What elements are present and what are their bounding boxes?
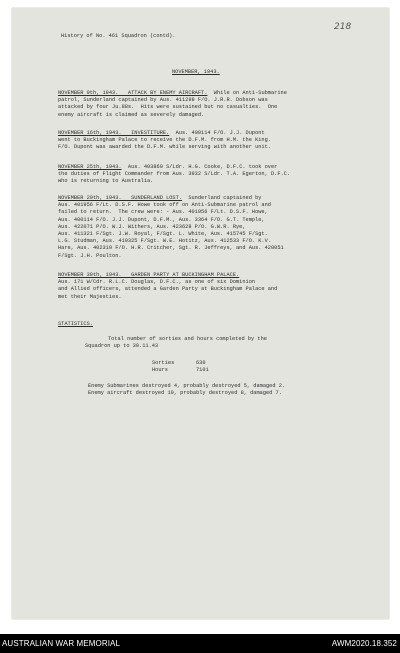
entry-nov-9 — [58, 90, 287, 119]
entry-nov-29 — [58, 195, 284, 260]
aircraft-line: Enemy aircraft destroyed 10, probably destroyed 8, damaged 7. — [88, 390, 282, 396]
entry-line: failed to return. The crew were: - Aus. 401956 F/Lt. D.S.F. Howe, — [58, 209, 268, 216]
sorties-value: 630 — [196, 360, 206, 366]
entry-line: Aus. 171 W/Cdr. R.L.C. Douglas, D.F.C., as one of six Dominion — [58, 279, 256, 286]
entry-line: and Allied officers, attended a Garden Party at Buckingham Palace and — [58, 286, 278, 293]
footer-accession-number: AWM2020.18.352 — [331, 639, 397, 648]
document-page — [12, 8, 389, 619]
entry-line: Sunderland captained by — [181, 195, 262, 201]
entry-nov-25 — [58, 164, 290, 186]
entry-line: who is returning to Australia. — [58, 178, 154, 185]
entry-line: met their Majesties. — [58, 293, 122, 300]
entry-line: While on Anti-Submarine — [207, 90, 287, 96]
document-title: History of No. 461 Squadron (contd). — [61, 33, 176, 39]
entry-heading: NOVEMBER 29th, 1943. SUNDERLAND LOST. — [58, 195, 182, 201]
entry-line: patrol, Sunderland captained by Aus. 411298 F/O. J.R.R. Dobson was — [58, 97, 268, 104]
entry-line: Aus. 403860 S/Ldr. H.G. Cooke, D.F.C. took over — [121, 164, 278, 170]
entry-line: F/O. Dupont was awarded the D.F.M. while serving with another unit. — [58, 144, 271, 151]
entry-line: Aus. 400114 F/O. J.J. Dupont — [169, 130, 265, 136]
statistics-intro-2: Squadron up to 30.11.43 — [85, 343, 159, 349]
month-heading: NOVEMBER, 1943. — [172, 69, 220, 75]
submarines-line: Enemy Submarines destroyed 4, probably destroyed 5, damaged 2. — [88, 383, 286, 389]
footer-bar — [0, 634, 400, 653]
hours-value: 7101 — [196, 367, 209, 373]
entry-line: Hare, Aus. 402319 F/O. H.R. Critcher, Sgt. R. Jeffreys, and Aus. 420051 — [58, 245, 284, 252]
statistics-heading: STATISTICS. — [58, 321, 93, 327]
entry-line: attacked by four Ju.88s. Hits were sustained but no casualties. One — [58, 104, 278, 111]
entry-line: L.G. Studman, Aus. 419325 F/Sgt. W.E. Hotitz, Aus. 412533 F/O. K.V. — [58, 238, 271, 245]
entry-heading: NOVEMBER 25th, 1943. — [58, 164, 122, 170]
entry-line: Aus. 411321 F/Sgt. J.W. Royal, F/Sgt. L. White, Aus. 415745 F/Sgt. — [58, 231, 268, 238]
entry-nov-16 — [58, 130, 271, 152]
entry-nov-30 — [58, 272, 277, 301]
entry-line: enemy aircraft is claimed as severely damaged. — [58, 111, 205, 118]
entry-heading: NOVEMBER 16th, 1943. INVESTITURE. — [58, 130, 170, 136]
entry-heading: NOVEMBER 9th, 1943. ATTACK BY ENEMY AIRCRAFT. — [58, 90, 208, 96]
entry-line: Aus. 400114 F/O. J.J. Dupont, D.F.M., Aus. 3364 F/O. G.T. Temple, — [58, 216, 265, 223]
entry-line: went to Buckingham Palace to receive the D.F.M. from H.M. the King. — [58, 137, 271, 144]
entry-heading: NOVEMBER 30th, 1943. GARDEN PARTY AT BUCKINGHAM PALACE. — [58, 272, 240, 278]
page-number: 218 — [334, 22, 352, 32]
entry-line: F/Sgt. J.H. Poulton. — [58, 252, 122, 259]
statistics-intro-1: Total number of sorties and hours completed by the — [108, 336, 267, 342]
footer-institution: AUSTRALIAN WAR MEMORIAL — [2, 639, 121, 648]
hours-label: Hours — [152, 367, 168, 373]
sorties-label: Sorties — [152, 360, 175, 366]
entry-line: Aus. 422071 P/O. W.J. Withers, Aus. 423628 P/O. G.W.R. Rye, — [58, 223, 246, 230]
entry-line: Aus. 401956 F/Lt. D.S.F. Howe took off on Anti-Submarine patrol and — [58, 202, 271, 209]
entry-line: the duties of Flight Commander from Aus. 3932 S/Ldr. T.A. Egerton, D.F.C. — [58, 171, 291, 178]
